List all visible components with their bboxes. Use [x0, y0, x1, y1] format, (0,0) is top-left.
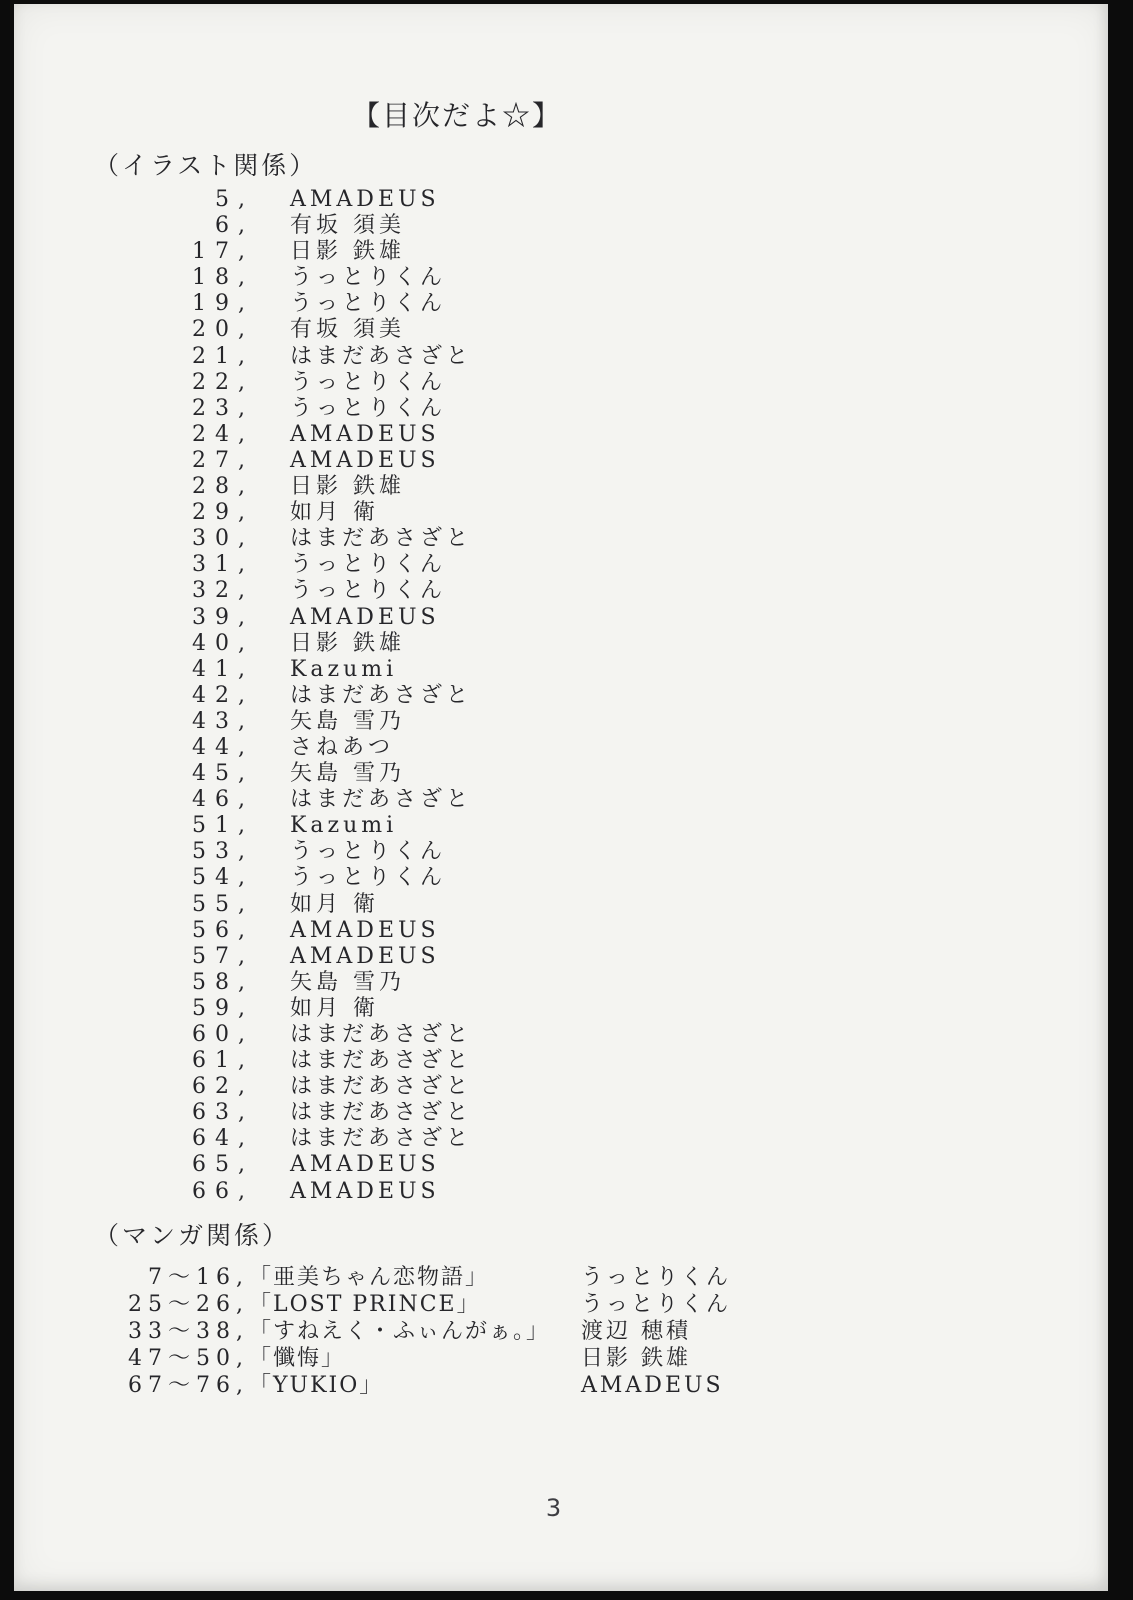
toc-page-number: 44,	[192, 734, 254, 760]
illustration-toc-list	[14, 187, 1108, 1205]
toc-artist-name: はまだあさざと	[290, 682, 473, 708]
toc-artist-name: はまだあさざと	[290, 526, 473, 552]
toc-artist-name: はまだあさざと	[290, 1074, 473, 1100]
toc-page-number: 65,	[192, 1152, 254, 1178]
toc-artist-name: はまだあさざと	[290, 787, 473, 813]
toc-row	[14, 657, 1108, 683]
toc-row	[14, 448, 1108, 474]
toc-row	[14, 787, 1108, 813]
toc-page-number: 22,	[192, 369, 254, 395]
toc-row	[14, 552, 1108, 578]
toc-artist-name: AMADEUS	[290, 1178, 440, 1204]
toc-row	[14, 1074, 1108, 1100]
toc-row	[14, 631, 1108, 657]
toc-artist-name: うっとりくん	[290, 552, 447, 578]
toc-artist-name: 日影 鉄雄	[290, 630, 405, 656]
toc-row	[14, 892, 1108, 918]
toc-row	[14, 1179, 1108, 1205]
toc-page-number: 40,	[192, 630, 254, 656]
toc-page-number: 53,	[192, 839, 254, 865]
toc-row	[14, 944, 1108, 970]
toc-artist-name: 有坂 須美	[290, 213, 405, 239]
toc-artist-name: AMADEUS	[290, 604, 440, 630]
manga-toc-list	[14, 1264, 1108, 1399]
toc-page-range: 67～76,	[128, 1373, 249, 1398]
toc-story-title: 「懺悔」	[249, 1346, 346, 1371]
illustration-section-label: （イラスト関係）	[94, 151, 318, 180]
toc-row	[14, 761, 1108, 787]
toc-row	[14, 1318, 1108, 1345]
toc-page-number: 17,	[192, 239, 254, 265]
toc-row	[14, 1022, 1108, 1048]
toc-row	[14, 500, 1108, 526]
toc-row	[14, 1372, 1108, 1399]
document-page	[14, 4, 1108, 1591]
toc-artist-name: AMADEUS	[290, 1152, 440, 1178]
toc-page-number: 19,	[192, 291, 254, 317]
toc-page-number: 32,	[192, 578, 254, 604]
toc-artist-name: うっとりくん	[581, 1292, 732, 1317]
toc-row	[14, 1048, 1108, 1074]
toc-row	[14, 865, 1108, 891]
toc-artist-name: はまだあさざと	[290, 1100, 473, 1126]
toc-page-number: 23,	[192, 395, 254, 421]
toc-page-number: 51,	[192, 813, 254, 839]
toc-artist-name: うっとりくん	[290, 291, 447, 317]
toc-artist-name: はまだあさざと	[290, 1126, 473, 1152]
toc-page-number: 28,	[192, 474, 254, 500]
toc-artist-name: うっとりくん	[290, 865, 447, 891]
toc-page-number: 54,	[192, 865, 254, 891]
toc-page-number: 20,	[192, 317, 254, 343]
toc-page-number: 39,	[192, 604, 254, 630]
toc-artist-name: 矢島 雪乃	[290, 969, 405, 995]
toc-row	[14, 317, 1108, 343]
toc-page-range: 47～50,	[128, 1346, 249, 1371]
toc-artist-name: 如月 衛	[290, 500, 379, 526]
page-title: 【目次だよ☆】	[352, 99, 563, 132]
toc-row	[14, 1264, 1108, 1291]
toc-page-number: 29,	[192, 500, 254, 526]
toc-page-range: 33～38,	[128, 1319, 249, 1344]
toc-row	[14, 213, 1108, 239]
toc-row	[14, 970, 1108, 996]
toc-page-number: 6,	[215, 213, 254, 239]
toc-artist-name: うっとりくん	[290, 578, 447, 604]
toc-page-number: 43,	[192, 708, 254, 734]
toc-page-range: 7～16,	[148, 1265, 249, 1290]
toc-artist-name: AMADEUS	[581, 1373, 724, 1398]
toc-artist-name: Kazumi	[290, 813, 398, 839]
toc-row	[14, 474, 1108, 500]
toc-artist-name: 如月 衛	[290, 995, 379, 1021]
toc-page-number: 41,	[192, 656, 254, 682]
toc-artist-name: AMADEUS	[290, 917, 440, 943]
toc-page-number: 5,	[215, 187, 254, 212]
toc-row	[14, 422, 1108, 448]
toc-page-number: 60,	[192, 1022, 254, 1047]
toc-story-title: 「YUKIO」	[249, 1373, 384, 1398]
toc-page-number: 27,	[192, 447, 254, 473]
toc-page-number: 64,	[192, 1126, 254, 1152]
toc-page-number: 57,	[192, 943, 254, 969]
toc-row	[14, 918, 1108, 944]
toc-story-title: 「LOST PRINCE」	[249, 1292, 481, 1317]
toc-row	[14, 839, 1108, 865]
toc-page-number: 61,	[192, 1048, 254, 1074]
toc-artist-name: 日影 鉄雄	[290, 239, 405, 265]
toc-artist-name: 矢島 雪乃	[290, 708, 405, 734]
toc-page-number: 18,	[192, 265, 254, 291]
toc-row	[14, 1100, 1108, 1126]
toc-page-number: 46,	[192, 787, 254, 813]
toc-artist-name: AMADEUS	[290, 187, 440, 212]
toc-artist-name: うっとりくん	[581, 1265, 732, 1290]
toc-row	[14, 291, 1108, 317]
toc-story-title: 「すねえく・ふぃんがぁ。」	[249, 1319, 551, 1344]
toc-page-number: 59,	[192, 995, 254, 1021]
toc-artist-name: うっとりくん	[290, 839, 447, 865]
toc-page-number: 30,	[192, 526, 254, 552]
toc-row	[14, 683, 1108, 709]
toc-row	[14, 813, 1108, 839]
toc-artist-name: 日影 鉄雄	[581, 1346, 691, 1371]
toc-row	[14, 239, 1108, 265]
toc-row	[14, 709, 1108, 735]
toc-page-number: 58,	[192, 969, 254, 995]
toc-artist-name: はまだあさざと	[290, 1048, 473, 1074]
toc-page-number: 62,	[192, 1074, 254, 1100]
toc-artist-name: 渡辺 穂積	[581, 1319, 691, 1344]
toc-artist-name: はまだあさざと	[290, 343, 473, 369]
toc-artist-name: AMADEUS	[290, 943, 440, 969]
toc-artist-name: 如月 衛	[290, 891, 379, 917]
toc-row	[14, 1126, 1108, 1152]
toc-artist-name: AMADEUS	[290, 421, 440, 447]
toc-row	[14, 265, 1108, 291]
toc-artist-name: Kazumi	[290, 656, 398, 682]
manga-section-label: （マンガ関係）	[94, 1221, 291, 1250]
toc-row	[14, 735, 1108, 761]
toc-row	[14, 605, 1108, 631]
toc-row	[14, 396, 1108, 422]
toc-artist-name: うっとりくん	[290, 395, 447, 421]
toc-page-number: 21,	[192, 343, 254, 369]
toc-row	[14, 996, 1108, 1022]
folio-page-number: 3	[545, 1494, 563, 1522]
toc-artist-name: 有坂 須美	[290, 317, 405, 343]
toc-row	[14, 187, 1108, 213]
toc-artist-name: 矢島 雪乃	[290, 761, 405, 787]
toc-page-number: 63,	[192, 1100, 254, 1126]
toc-page-number: 24,	[192, 421, 254, 447]
toc-page-number: 42,	[192, 682, 254, 708]
toc-row	[14, 578, 1108, 604]
toc-row	[14, 370, 1108, 396]
toc-page-number: 31,	[192, 552, 254, 578]
toc-page-number: 56,	[192, 917, 254, 943]
toc-page-number: 66,	[192, 1178, 254, 1204]
toc-artist-name: 日影 鉄雄	[290, 474, 405, 500]
toc-page-number: 55,	[192, 891, 254, 917]
toc-row	[14, 1345, 1108, 1372]
toc-artist-name: AMADEUS	[290, 447, 440, 473]
toc-page-number: 45,	[192, 761, 254, 787]
toc-row	[14, 1152, 1108, 1178]
toc-row	[14, 1291, 1108, 1318]
toc-artist-name: うっとりくん	[290, 265, 447, 291]
toc-row	[14, 344, 1108, 370]
toc-artist-name: はまだあさざと	[290, 1022, 473, 1047]
toc-row	[14, 526, 1108, 552]
toc-page-range: 25～26,	[128, 1292, 249, 1317]
toc-artist-name: さねあつ	[290, 734, 395, 760]
toc-story-title: 「亜美ちゃん恋物語」	[249, 1265, 490, 1290]
toc-artist-name: うっとりくん	[290, 369, 447, 395]
